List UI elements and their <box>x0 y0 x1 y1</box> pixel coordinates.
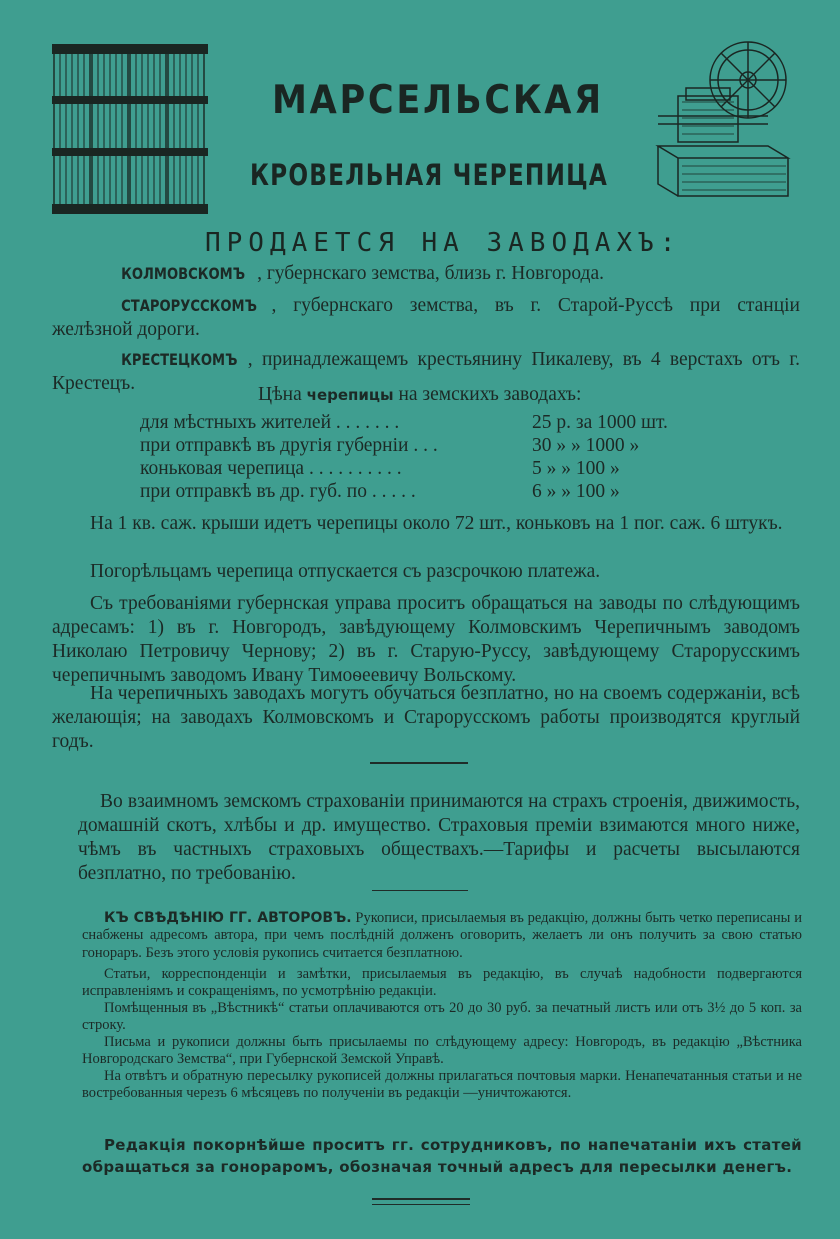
factory-name: СТАРОРУССКОМЪ <box>121 296 257 315</box>
divider <box>372 1198 470 1200</box>
factory-kolmovsky <box>52 262 800 286</box>
paragraph-addresses: Съ требованіями губернская управа проситъ обращаться на заводы по слѣдующимъ адресамъ: 1) въ г. Новгородъ, завѣдующему Колмовскимъ Черепичнымъ заводомъ Николаю Петровичу Чернову; 2) въ г. Старую-Руссу, завѣдующему Старорусскимъ черепичнымъ заводомъ Ивану Тимоѳеевичу Вольскому. <box>52 593 800 686</box>
factory-starorussky <box>52 294 800 342</box>
factory-text: , принадлежащемъ крестьянину Пикалеву, въ 4 верстахъ отъ г. Крестецъ. <box>52 349 800 394</box>
divider <box>372 1204 470 1205</box>
price-label: коньковая черепица . . . . . . . . . . <box>140 458 402 479</box>
authors-notice-3: Помѣщенныя въ „Вѣстникѣ“ статьи оплачиваются отъ 20 до 30 руб. за печатный листъ или отъ 3½ до 5 коп. за строку. <box>82 1000 802 1034</box>
authors-notice-2: Статьи, корреспонденціи и замѣтки, присылаемыя въ редакцію, въ случаѣ надобности подвергаются исправленіямъ и сокращеніямъ, по усмотрѣнію редакціи. <box>82 966 802 1000</box>
price-row <box>140 458 700 482</box>
divider <box>370 762 468 764</box>
price-label: при отправкѣ въ другія губерніи . . . <box>140 435 438 456</box>
price-label: для мѣстныхъ жителей . . . . . . . <box>140 412 400 433</box>
paragraph-tiles-per-sazhen: На 1 кв. саж. крыши идетъ черепицы около 72 шт., коньковъ на 1 пог. саж. 6 штукъ. <box>90 513 783 534</box>
price-amount: 25 р. за 1000 шт. <box>532 412 668 433</box>
roof-tiles-illustration <box>52 44 212 222</box>
title-line1: МАРСЕЛЬСКАЯ <box>272 78 604 123</box>
paragraph-training: На черепичныхъ заводахъ могутъ обучаться безплатно, но на своемъ содержаніи, всѣ желающія; на заводахъ Колмовскомъ и Старорусскомъ работы производятся круглый годъ. <box>52 683 800 752</box>
sold-at-heading: ПРОДАЕТСЯ НА ЗАВОДАХЪ: <box>205 228 682 258</box>
factory-text: , губернскаго земства, въ г. Старой-Руссѣ при станціи желѣзной дороги. <box>52 295 800 340</box>
price-heading: Цѣна черепицы на земскихъ заводахъ: <box>258 384 582 405</box>
divider <box>372 890 468 891</box>
factory-name: КРЕСТЕЦКОМЪ <box>121 350 238 369</box>
paragraph-fire-victims: Погорѣльцамъ черепица отпускается съ разсрочкою платежа. <box>90 561 601 582</box>
authors-notice-1: КЪ СВѢДѢНІЮ ГГ. АВТОРОВЪ. Рукописи, присылаемыя въ редакцію, должны быть четко переписаны и снабжены адресомъ автора, при чемъ послѣдній долженъ оговорить, желаетъ ли онъ получить за свою статью гонораръ. Безъ этого условія рукопись считается безплатною. <box>82 910 802 961</box>
authors-notice-5: На отвѣтъ и обратную пересылку рукописей должны прилагаться почтовыя марки. Ненапечатанныя статьи и не востребованныя черезъ 6 мѣсяцевъ по полученіи въ редакціи —уничтожаются. <box>82 1068 802 1102</box>
price-amount: 30 » » 1000 » <box>532 435 640 456</box>
price-label: при отправкѣ въ др. губ. по . . . . . <box>140 481 416 502</box>
tile-press-illustration <box>648 36 798 204</box>
title-line2: КРОВЕЛЬНАЯ ЧЕРЕПИЦА <box>250 158 609 192</box>
insurance-notice: Во взаимномъ земскомъ страхованіи принимаются на страхъ строенія, движимость, домашній скотъ, хлѣбы и др. имущество. Страховыя преміи взимаются много ниже, чѣмъ въ частныхъ страховыхъ обществахъ.—Тарифы и расчеты высылаются безплатно, по требованію. <box>78 791 800 884</box>
price-amount: 5 » » 100 » <box>532 458 620 479</box>
editorial-note: Редакція покорнѣйше проситъ гг. сотрудниковъ, по напечатаніи ихъ статей обращаться за гонораромъ, обозначая точный адресъ для пересылки денегъ. <box>82 1136 802 1176</box>
price-row <box>140 481 700 505</box>
factory-text: , губернскаго земства, близь г. Новгорода. <box>257 263 604 284</box>
price-row <box>140 435 700 459</box>
price-row <box>140 412 700 436</box>
factory-name: КОЛМОВСКОМЪ <box>121 264 246 283</box>
authors-heading: КЪ СВѢДѢНІЮ ГГ. АВТОРОВЪ. <box>104 910 352 926</box>
price-amount: 6 » » 100 » <box>532 481 620 502</box>
authors-notice-4: Письма и рукописи должны быть присылаемы по слѣдующему адресу: Новгородъ, въ редакцію „Вѣстника Новгородскаго Земства“, при Губернской Земской Управѣ. <box>82 1034 802 1068</box>
